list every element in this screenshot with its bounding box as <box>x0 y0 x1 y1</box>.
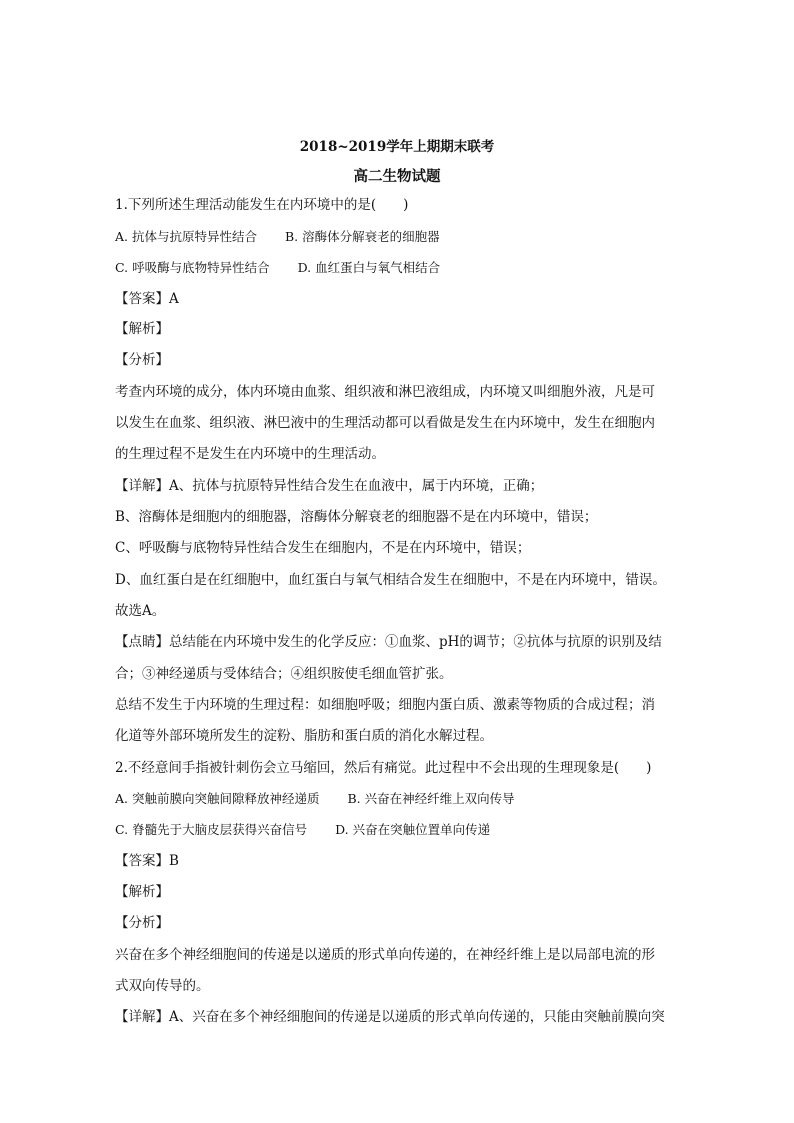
q2-options-cd <box>115 820 490 840</box>
q1-point-line: 【点睛】总结能在内环境中发生的化学反应：①血浆、pH的调节；②抗体与抗原的识别及结 <box>115 634 662 650</box>
q1-option-c: C. 呼吸酶与底物特异性结合 <box>115 260 270 275</box>
q1-option-b: B. 溶酶体分解衰老的细胞器 <box>284 229 440 244</box>
q1-fenxi-line: 考查内环境的成分，体内环境由血浆、组织液和淋巴液组成，内环境又叫细胞外液，凡是可 <box>115 384 655 400</box>
q2-option-b: B. 兴奋在神经纤维上双向传导 <box>347 791 515 806</box>
q1-fenxi-line: 的生理过程不是发生在内环境中的生理活动。 <box>115 446 385 462</box>
q1-point-line: 化道等外部环境所发生的淀粉、脂肪和蛋白质的消化水解过程。 <box>115 728 493 744</box>
q1-option-a: A. 抗体与抗原特异性结合 <box>115 229 257 244</box>
q2-option-c: C. 脊髓先于大脑皮层获得兴奋信号 <box>115 822 308 837</box>
subject-title: 高二生物试题 <box>353 168 441 185</box>
q1-detail-line: D、血红蛋白是在红细胞中，血红蛋白与氧气相结合发生在细胞中，不是在内环境中，错误。 <box>115 572 666 588</box>
q2-fenxi-heading: 【分析】 <box>115 915 169 931</box>
q1-point-line: 总结不发生于内环境的生理过程：如细胞呼吸；细胞内蛋白质、激素等物质的合成过程；消 <box>115 697 655 713</box>
q2-option-a: A. 突触前膜向突触间隙释放神经递质 <box>115 791 320 806</box>
q2-answer: 【答案】B <box>115 853 179 869</box>
q1-options-ab <box>115 227 440 247</box>
q1-stem: 1.下列所述生理活动能发生在内环境中的是( ) <box>115 197 409 213</box>
q1-answer: 【答案】A <box>115 291 179 307</box>
q1-option-d: D. 血红蛋白与氧气相结合 <box>297 260 441 275</box>
q1-detail-line: 【详解】A、抗体与抗原特异性结合发生在血液中，属于内环境，正确； <box>115 478 544 494</box>
q2-analysis-heading: 【解析】 <box>115 884 169 900</box>
q2-fenxi-line: 兴奋在多个神经细胞间的传递是以递质的形式单向传递的，在神经纤维上是以局部电流的形 <box>115 947 655 963</box>
q1-point-line: 合；③神经递质与受体结合；④组织胺使毛细血管扩张。 <box>115 666 453 682</box>
exam-title: 2018~2019学年上期期末联考 <box>299 139 495 155</box>
q1-conclusion: 故选A。 <box>115 603 166 619</box>
q2-detail-line: 【详解】A、兴奋在多个神经细胞间的传递是以递质的形式单向传递的，只能由突触前膜向突 <box>115 1009 665 1025</box>
q2-stem: 2.不经意间手指被针刺伤会立马缩回，然后有痛觉。此过程中不会出现的生理现象是( ) <box>115 760 652 776</box>
q1-fenxi-line: 以发生在血浆、组织液、淋巴液中的生理活动都可以看做是发生在内环境中，发生在细胞内 <box>115 415 655 431</box>
q1-detail-line: C、呼吸酶与底物特异性结合发生在细胞内，不是在内环境中，错误； <box>115 540 531 556</box>
q1-fenxi-heading: 【分析】 <box>115 352 169 368</box>
q2-option-d: D. 兴奋在突触位置单向传递 <box>335 822 491 837</box>
q1-options-cd <box>115 258 440 278</box>
q2-options-ab <box>115 789 515 809</box>
q1-detail-line: B、溶酶体是细胞内的细胞器，溶酶体分解衰老的细胞器不是在内环境中，错误； <box>115 509 598 525</box>
q1-analysis-heading: 【解析】 <box>115 321 169 337</box>
q2-fenxi-line: 式双向传导的。 <box>115 978 210 994</box>
